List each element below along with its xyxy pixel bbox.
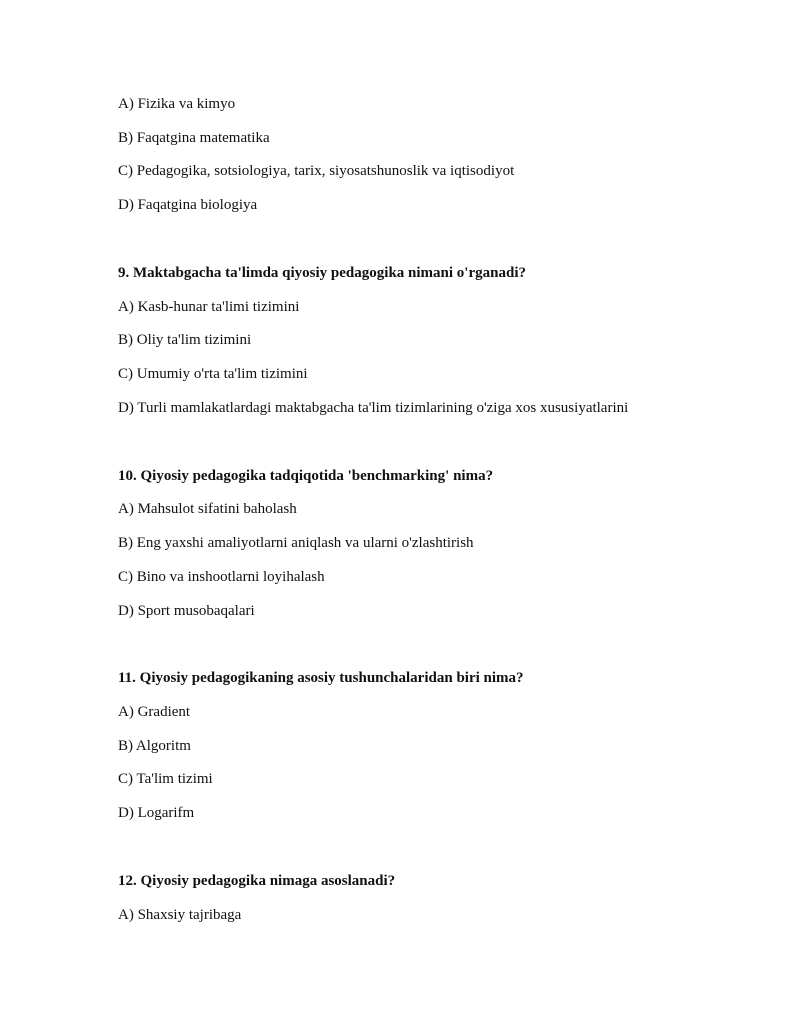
option-a: A) Shaxsiy tajribaga (118, 907, 242, 923)
option-a: A) Kasb-hunar ta'limi tizimini (118, 299, 300, 315)
option-c: C) Pedagogika, sotsiologiya, tarix, siyosatshunoslik va iqtisodiyot (118, 163, 515, 179)
question-title: 12. Qiyosiy pedagogika nimaga asoslanadi? (118, 873, 396, 889)
question-title: 11. Qiyosiy pedagogikaning asosiy tushunchalaridan biri nima? (118, 670, 524, 686)
question-title: 9. Maktabgacha ta'limda qiyosiy pedagogika nimani o'rganadi? (118, 265, 526, 281)
option-b: B) Oliy ta'lim tizimini (118, 332, 252, 348)
option-d: D) Turli mamlakatlardagi maktabgacha ta'lim tizimlarining o'ziga xos xususiyatlarini (118, 400, 629, 416)
option-c: C) Ta'lim tizimi (118, 771, 213, 787)
option-c: C) Umumiy o'rta ta'lim tizimini (118, 366, 308, 382)
option-d: D) Logarifm (118, 805, 195, 821)
option-a: A) Mahsulot sifatini baholash (118, 501, 297, 517)
option-d: D) Faqatgina biologiya (118, 197, 258, 213)
option-a: A) Fizika va kimyo (118, 96, 236, 112)
question-title: 10. Qiyosiy pedagogika tadqiqotida 'benchmarking' nima? (118, 468, 494, 484)
option-b: B) Faqatgina matematika (118, 130, 270, 146)
option-c: C) Bino va inshootlarni loyihalash (118, 569, 325, 585)
option-a: A) Gradient (118, 704, 191, 720)
option-d: D) Sport musobaqalari (118, 603, 255, 619)
option-b: B) Algoritm (118, 738, 191, 754)
option-b: B) Eng yaxshi amaliyotlarni aniqlash va ularni o'zlashtirish (118, 535, 474, 551)
